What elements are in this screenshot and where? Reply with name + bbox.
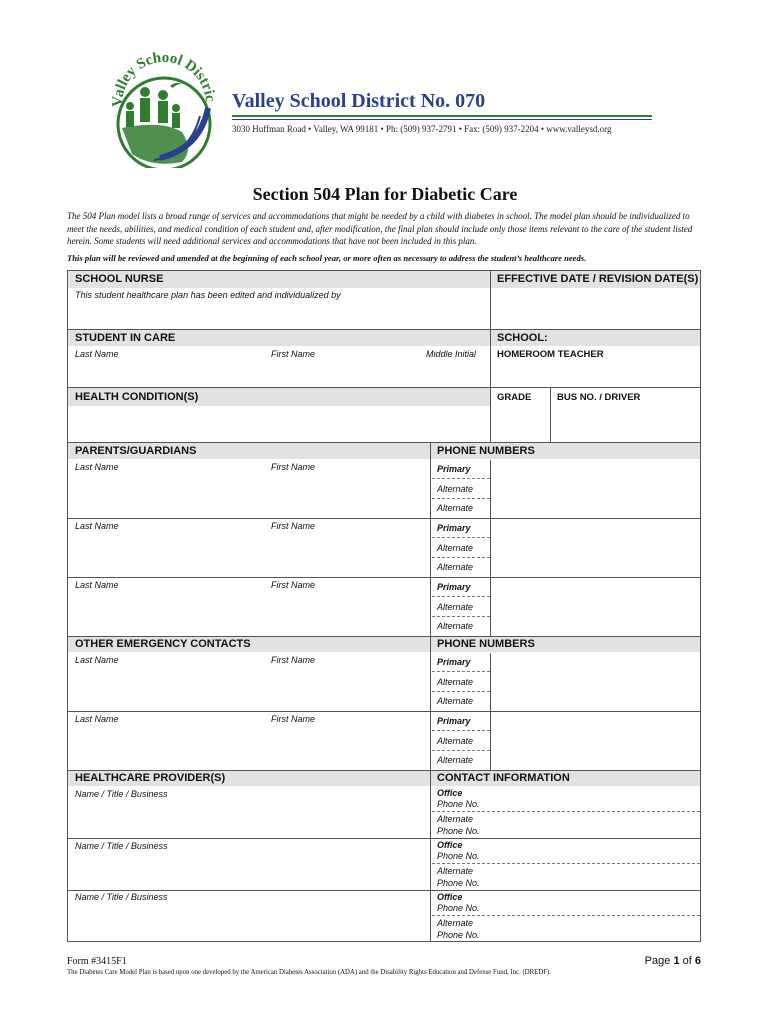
page-title: Section 504 Plan for Diabetic Care (252, 184, 518, 204)
parent1-alternate1-phone-input[interactable] (491, 479, 700, 499)
parent2-first-name-label: First Name (271, 521, 316, 531)
parent3-last-name-label: Last Name (75, 580, 119, 590)
page-word: Page (644, 955, 671, 967)
parent3-alternate2-text: Alternate (437, 621, 474, 631)
provider3-alternate-phone-label: Phone No. (437, 930, 480, 940)
parent1-alternate1-label (432, 479, 490, 499)
parent3-alternate1-text: Alternate (437, 602, 474, 612)
contact2-alternate2-text: Alternate (437, 755, 474, 765)
student-last-name-label: Last Name (75, 349, 119, 359)
contact1-name-input[interactable] (72, 670, 424, 688)
provider3-office-phone-label (432, 903, 700, 916)
provider1-name-input[interactable] (72, 805, 424, 833)
emergency-header (68, 637, 430, 652)
student-header-label: STUDENT IN CARE (75, 332, 176, 344)
health-condition-header (68, 388, 490, 406)
contact2-primary-label (432, 712, 490, 731)
parents-phone-header (431, 443, 700, 459)
providers-header-label: HEALTHCARE PROVIDER(S) (75, 772, 226, 784)
contact2-name-input[interactable] (72, 729, 424, 747)
parent3-alternate2-label (432, 617, 490, 636)
effective-date-input[interactable] (494, 292, 694, 322)
parent3-alternate2-phone-input[interactable] (491, 617, 700, 636)
parent3-name-input[interactable] (72, 595, 424, 613)
nurse-note: This student healthcare plan has been edited and individualized by (75, 290, 341, 300)
parent2-name-input[interactable] (72, 536, 424, 554)
parent2-alternate1-text: Alternate (437, 543, 474, 553)
page-total: 6 (694, 955, 701, 967)
effective-date-header (491, 271, 700, 288)
provider2-alternate-phone-label: Phone No. (437, 878, 480, 888)
health-condition-header-label: HEALTH CONDITION(S) (75, 391, 199, 403)
contact1-alternate1-label (432, 672, 490, 692)
parent1-alternate1-text: Alternate (437, 484, 474, 494)
school-header-label: SCHOOL: (497, 332, 548, 344)
contact1-first-name-label: First Name (271, 655, 316, 665)
provider3-office-label: Office (437, 892, 463, 902)
provider2-name-input[interactable] (72, 857, 424, 885)
emergency-phone-header (431, 637, 700, 652)
student-middle-initial-label: Middle Initial (426, 349, 477, 359)
provider2-office-phone-label (432, 851, 700, 864)
contact1-alternate1-phone-input[interactable] (491, 672, 700, 692)
letterhead-divider-thin (232, 119, 652, 120)
parent2-last-name-label: Last Name (75, 521, 119, 531)
phone-column-divider (490, 460, 491, 636)
contact2-alternate1-phone-input[interactable] (491, 731, 700, 751)
parent2-primary-label (432, 519, 490, 538)
parent1-name-input[interactable] (72, 476, 424, 494)
emergency-header-label: OTHER EMERGENCY CONTACTS (75, 638, 251, 650)
provider1-office-phone-label (432, 799, 700, 812)
contact1-primary-text: Primary (437, 657, 471, 667)
row-divider (68, 890, 700, 891)
contact1-alternate2-label (432, 692, 490, 711)
parent1-alternate2-text: Alternate (437, 503, 474, 513)
contact-info-header-label: CONTACT INFORMATION (437, 772, 570, 784)
parent3-primary-text: Primary (437, 582, 471, 592)
school-nurse-header (68, 271, 490, 288)
grade-label: GRADE (497, 392, 532, 403)
phone-column-divider (490, 653, 491, 770)
provider1-name-label: Name / Title / Business (75, 789, 168, 799)
contact1-alternate2-text: Alternate (437, 696, 474, 706)
homeroom-teacher-input[interactable] (494, 364, 694, 382)
contact1-primary-label (432, 653, 490, 672)
parents-phone-header-label: PHONE NUMBERS (437, 445, 535, 457)
grade-input[interactable] (494, 410, 546, 436)
review-note: This plan will be reviewed and amended at the beginning of each school year, or more often as necessary to address the student’s healthcare needs. (67, 253, 587, 263)
provider1-office-label: Office (437, 788, 463, 798)
parent3-alternate1-phone-input[interactable] (491, 597, 700, 617)
bus-driver-label: BUS NO. / DRIVER (557, 392, 641, 403)
school-header (491, 330, 700, 346)
contact2-first-name-label: First Name (271, 714, 316, 724)
parent1-alternate2-label (432, 499, 490, 518)
parent2-alternate2-phone-input[interactable] (491, 558, 700, 577)
parent2-alternate2-label (432, 558, 490, 577)
contact2-last-name-label: Last Name (75, 714, 119, 724)
of-word: of (682, 955, 692, 967)
parent2-primary-text: Primary (437, 523, 471, 533)
homeroom-teacher-label: HOMEROOM TEACHER (497, 349, 604, 360)
parent1-primary-phone-input[interactable] (491, 460, 700, 479)
parent2-primary-phone-input[interactable] (491, 519, 700, 538)
provider1-alternate-phone-label: Phone No. (437, 826, 480, 836)
provider1-alternate-label: Alternate (437, 814, 474, 824)
provider3-name-input[interactable] (72, 908, 424, 936)
parents-header (68, 443, 430, 459)
provider3-office-phone-text: Phone No. (437, 903, 480, 913)
contact1-alternate1-text: Alternate (437, 677, 474, 687)
contact2-primary-phone-input[interactable] (491, 712, 700, 731)
form-number: Form #3415F1 (67, 956, 127, 967)
contact2-alternate2-label (432, 751, 490, 770)
health-condition-input[interactable] (72, 410, 484, 436)
provider3-name-label: Name / Title / Business (75, 892, 168, 902)
district-name: Valley School District No. 070 (232, 90, 486, 112)
letterhead-divider (232, 115, 652, 117)
parent1-first-name-label: First Name (271, 462, 316, 472)
contact1-last-name-label: Last Name (75, 655, 119, 665)
grade-bus-divider (550, 388, 551, 442)
contact2-primary-text: Primary (437, 716, 471, 726)
provider2-office-phone-text: Phone No. (437, 851, 480, 861)
school-nurse-header-label: SCHOOL NURSE (75, 273, 164, 285)
page-indicator (560, 955, 701, 967)
logo-text: Valley School Distric (109, 49, 218, 108)
parents-header-label: PARENTS/GUARDIANS (75, 445, 197, 457)
parent1-last-name-label: Last Name (75, 462, 119, 472)
provider1-office-phone-text: Phone No. (437, 799, 480, 809)
bus-driver-input[interactable] (554, 410, 694, 436)
providers-header (68, 771, 430, 786)
effective-date-header-label: EFFECTIVE DATE / REVISION DATE(S) (497, 273, 699, 285)
parent3-first-name-label: First Name (271, 580, 316, 590)
parent3-primary-label (432, 578, 490, 597)
parent1-primary-label (432, 460, 490, 479)
school-nurse-input[interactable] (72, 305, 484, 323)
provider3-alternate-label: Alternate (437, 918, 474, 928)
provider2-alternate-label: Alternate (437, 866, 474, 876)
district-logo (100, 40, 228, 168)
district-address: 3030 Huffman Road • Valley, WA 99181 • Ph: (509) 937-2791 • Fax: (509) 937-2204 • www.valleysd.org (232, 124, 612, 134)
provider2-name-label: Name / Title / Business (75, 841, 168, 851)
contact2-alternate1-text: Alternate (437, 736, 474, 746)
student-header (68, 330, 490, 346)
emergency-phone-header-label: PHONE NUMBERS (437, 638, 535, 650)
contact1-primary-phone-input[interactable] (491, 653, 700, 672)
parent3-primary-phone-input[interactable] (491, 578, 700, 597)
parent2-alternate1-phone-input[interactable] (491, 538, 700, 558)
column-divider (490, 271, 491, 442)
parent2-alternate1-label (432, 538, 490, 558)
parent1-alternate2-phone-input[interactable] (491, 499, 700, 518)
row-divider (68, 838, 700, 839)
contact1-alternate2-phone-input[interactable] (491, 692, 700, 711)
intro-text: The 504 Plan model lists a broad range of services and accommodations that might be needed by a child with diabetes in school. The model plan should be individualized to meet the needs, abilities, and medical condition of each student and, after modification, the final plan should include only those items relevant to the care of the student listed herein. Some students will need additional services and accommodations that have not been included in this plan. (67, 211, 693, 246)
provider2-office-label: Office (437, 840, 463, 850)
contact-info-header (431, 771, 700, 786)
contact2-alternate2-phone-input[interactable] (491, 751, 700, 770)
parent1-primary-text: Primary (437, 464, 471, 474)
parent3-alternate1-label (432, 597, 490, 617)
page-number: 1 (673, 955, 680, 967)
footer-note: The Diabetes Care Model Plan is based upon one developed by the American Diabetes Association (ADA) and the Disability Rights Education and Defense Fund, Inc. (DREDF). (67, 969, 551, 976)
parent2-alternate2-text: Alternate (437, 562, 474, 572)
student-name-input[interactable] (72, 364, 484, 382)
student-first-name-label: First Name (271, 349, 316, 359)
column-divider (430, 443, 431, 941)
contact2-alternate1-label (432, 731, 490, 751)
